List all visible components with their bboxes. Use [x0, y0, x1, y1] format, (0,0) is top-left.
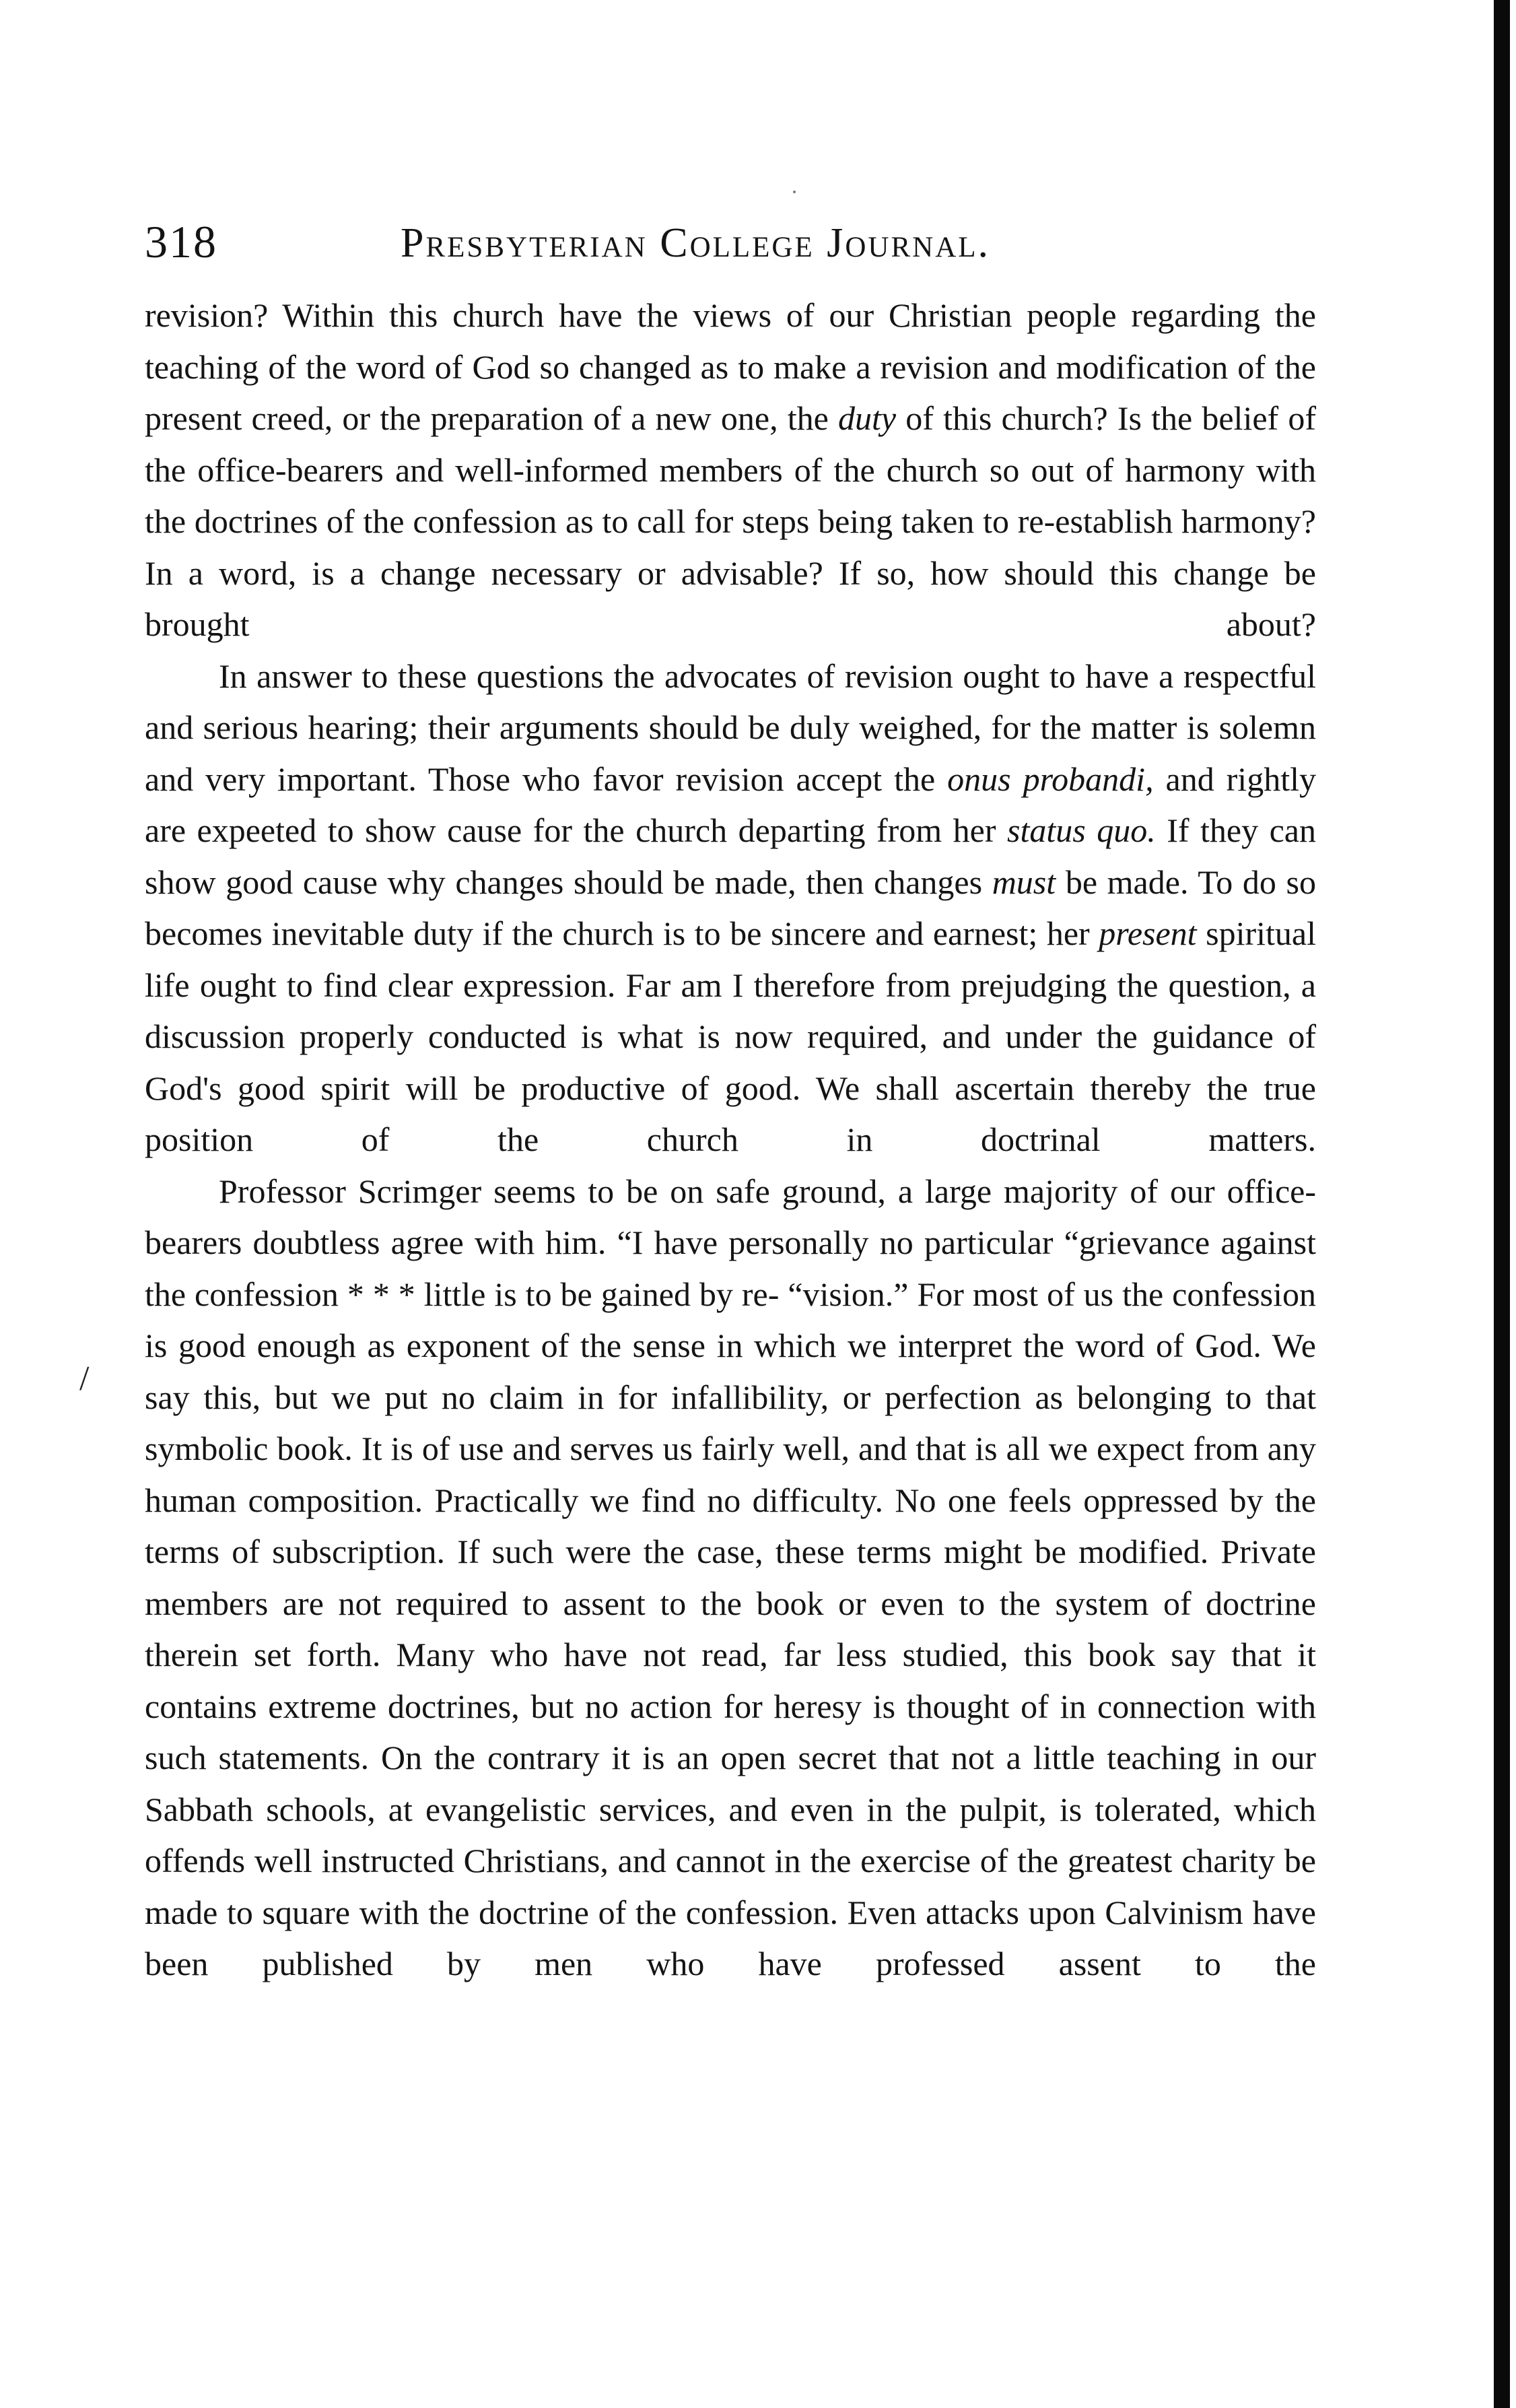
body-text — [145, 290, 1316, 1990]
paragraph-3 — [145, 1166, 1316, 1990]
text-run: revision? Within this church have the views of our Christian people regarding the teaching of the word of God so changed as to make a revision and modification of the present creed, or the preparation of a new one, the — [145, 296, 1316, 437]
page-header — [145, 215, 1316, 290]
italic-run: status quo. — [1007, 811, 1156, 849]
margin-mark: / — [79, 1360, 90, 1398]
italic-run: must — [992, 863, 1056, 901]
running-head: Presbyterian College Journal. — [401, 220, 991, 266]
text-run: be made. To do so becomes inevitable duty if the church is to be sincere and earnest; her — [145, 863, 1317, 952]
text-run: In answer to these questions the advocates of revision ought to have a respectful and serious hearing; their arguments should be duly weighed, for the matter is solemn and very important. Those who favor revision accept the — [145, 657, 1316, 798]
text-run: Professor Scrimger seems to be on safe ground, a large majority of our office-bearers doubtless agree with him. “I have personally no particular “grievance against the confession * * * little is to be gained by re- “vision.” For most of us the confession is good enough as exponent of the sense in which we interpret the word of God. We say this, but we put no claim in for infallibility, or perfection as belonging to that symbolic book. It is of use and serves us fairly well, and that is all we expect from any human composition. Practically we find no difficulty. No one feels oppressed by the terms of subscription. If such were the case, these terms might be modified. Private members are not required to assent to the book or even to the system of doctrine therein set forth. Many who have not read, far less studied, this book say that it contains extreme doctrines, but no action for heresy is thought of in connection with such statements. On the contrary it is an open secret that not a little teaching in our Sabbath schools, at evangelistic services, and even in the pulpit, is tolerated, which offends well instructed Christians, and cannot in the exercise of the greatest charity be made to square with the doctrine of the confession. Even attacks upon Calvinism have been published by men who have professed assent to the — [145, 1172, 1316, 1982]
page-number: 318 — [145, 216, 217, 267]
page — [145, 215, 1316, 1990]
text-run: spiritual life ought to find clear expression. Far am I therefore from prejudging the question, a discussion properly conducted is what is now required, and under the guidance of God's good spirit will be productive of good. We shall ascertain thereby the true position of the church in doctrinal matters. — [145, 914, 1316, 1158]
italic-run: present — [1099, 914, 1197, 952]
paragraph-2 — [145, 650, 1316, 1166]
italic-run: onus probandi, — [947, 760, 1154, 798]
italic-run: duty — [838, 399, 897, 437]
paragraph-1 — [145, 290, 1316, 650]
scan-speck — [793, 191, 796, 193]
text-run: and rightly are expeeted to show cause for the church departing from her — [145, 760, 1316, 849]
text-run: If they can show good cause why changes should be made, then changes — [145, 811, 1316, 901]
text-run: of this church? Is the belief of the office-bearers and well-informed members of the church so out of harmony with the doctrines of the confession as to call for steps being taken to re-establish harmony? In a word, is a change necessary or advisable? If so, how should this change be brought about? — [145, 399, 1316, 643]
scan-edge-bar — [1494, 0, 1510, 2408]
